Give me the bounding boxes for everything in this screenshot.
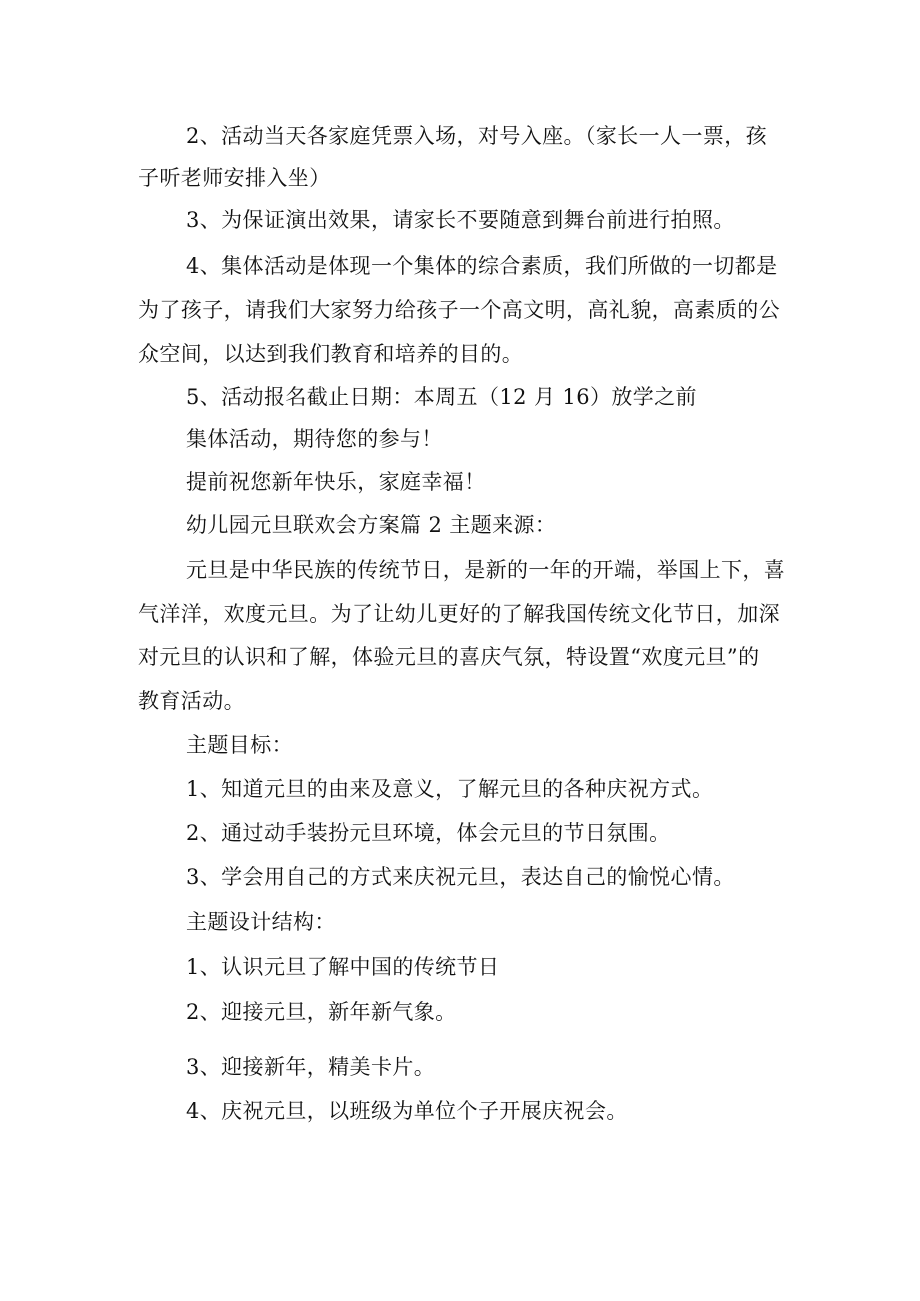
paragraph-line: 3、为保证演出效果，请家长不要随意到舞台前进行拍照。: [186, 208, 735, 232]
paragraph-line: 对元旦的认识和了解，体验元旦的喜庆气氛，特设置“欢度元旦”的: [138, 645, 760, 669]
paragraph-line: 主题目标：: [186, 733, 293, 757]
paragraph-line: 教育活动。: [138, 689, 245, 713]
paragraph-line: 2、迎接元旦，新年新气象。: [186, 1000, 457, 1024]
paragraph-line: 为了孩子，请我们大家努力给孩子一个高文明，高礼貌，高素质的公: [138, 298, 780, 322]
paragraph-line: 气洋洋，欢度元旦。为了让幼儿更好的了解我国传统文化节日，加深: [138, 602, 780, 626]
paragraph-line: 2、活动当天各家庭凭票入场，对号入座。（家长一人一票，孩: [186, 124, 768, 148]
paragraph-line: 4、集体活动是体现一个集体的综合素质，我们所做的一切都是: [186, 254, 778, 278]
paragraph-line: 主题设计结构：: [186, 910, 336, 934]
paragraph-line: 众空间，以达到我们教育和培养的目的。: [138, 342, 524, 366]
paragraph-line: 集体活动，期待您的参与！: [186, 427, 443, 451]
paragraph-line: 元旦是中华民族的传统节日，是新的一年的开端，举国上下，喜: [186, 558, 786, 582]
paragraph-line: 幼儿园元旦联欢会方案篇 2 主题来源：: [186, 513, 557, 537]
paragraph-line: 4、庆祝元旦，以班级为单位个子开展庆祝会。: [186, 1099, 628, 1123]
paragraph-line: 3、迎接新年，精美卡片。: [186, 1055, 436, 1079]
paragraph-line: 提前祝您新年快乐，家庭幸福！: [186, 470, 486, 494]
paragraph-line: 1、认识元旦了解中国的传统节日: [186, 955, 500, 979]
paragraph-line: 3、学会用自己的方式来庆祝元旦，表达自己的愉悦心情。: [186, 865, 735, 889]
paragraph-line: 5、活动报名截止日期：本周五（12 月 16）放学之前: [186, 385, 697, 409]
paragraph-line: 2、通过动手装扮元旦环境，体会元旦的节日氛围。: [186, 821, 671, 845]
paragraph-line: 子听老师安排入坐）: [138, 166, 331, 190]
paragraph-line: 1、知道元旦的由来及意义，了解元旦的各种庆祝方式。: [186, 777, 714, 801]
